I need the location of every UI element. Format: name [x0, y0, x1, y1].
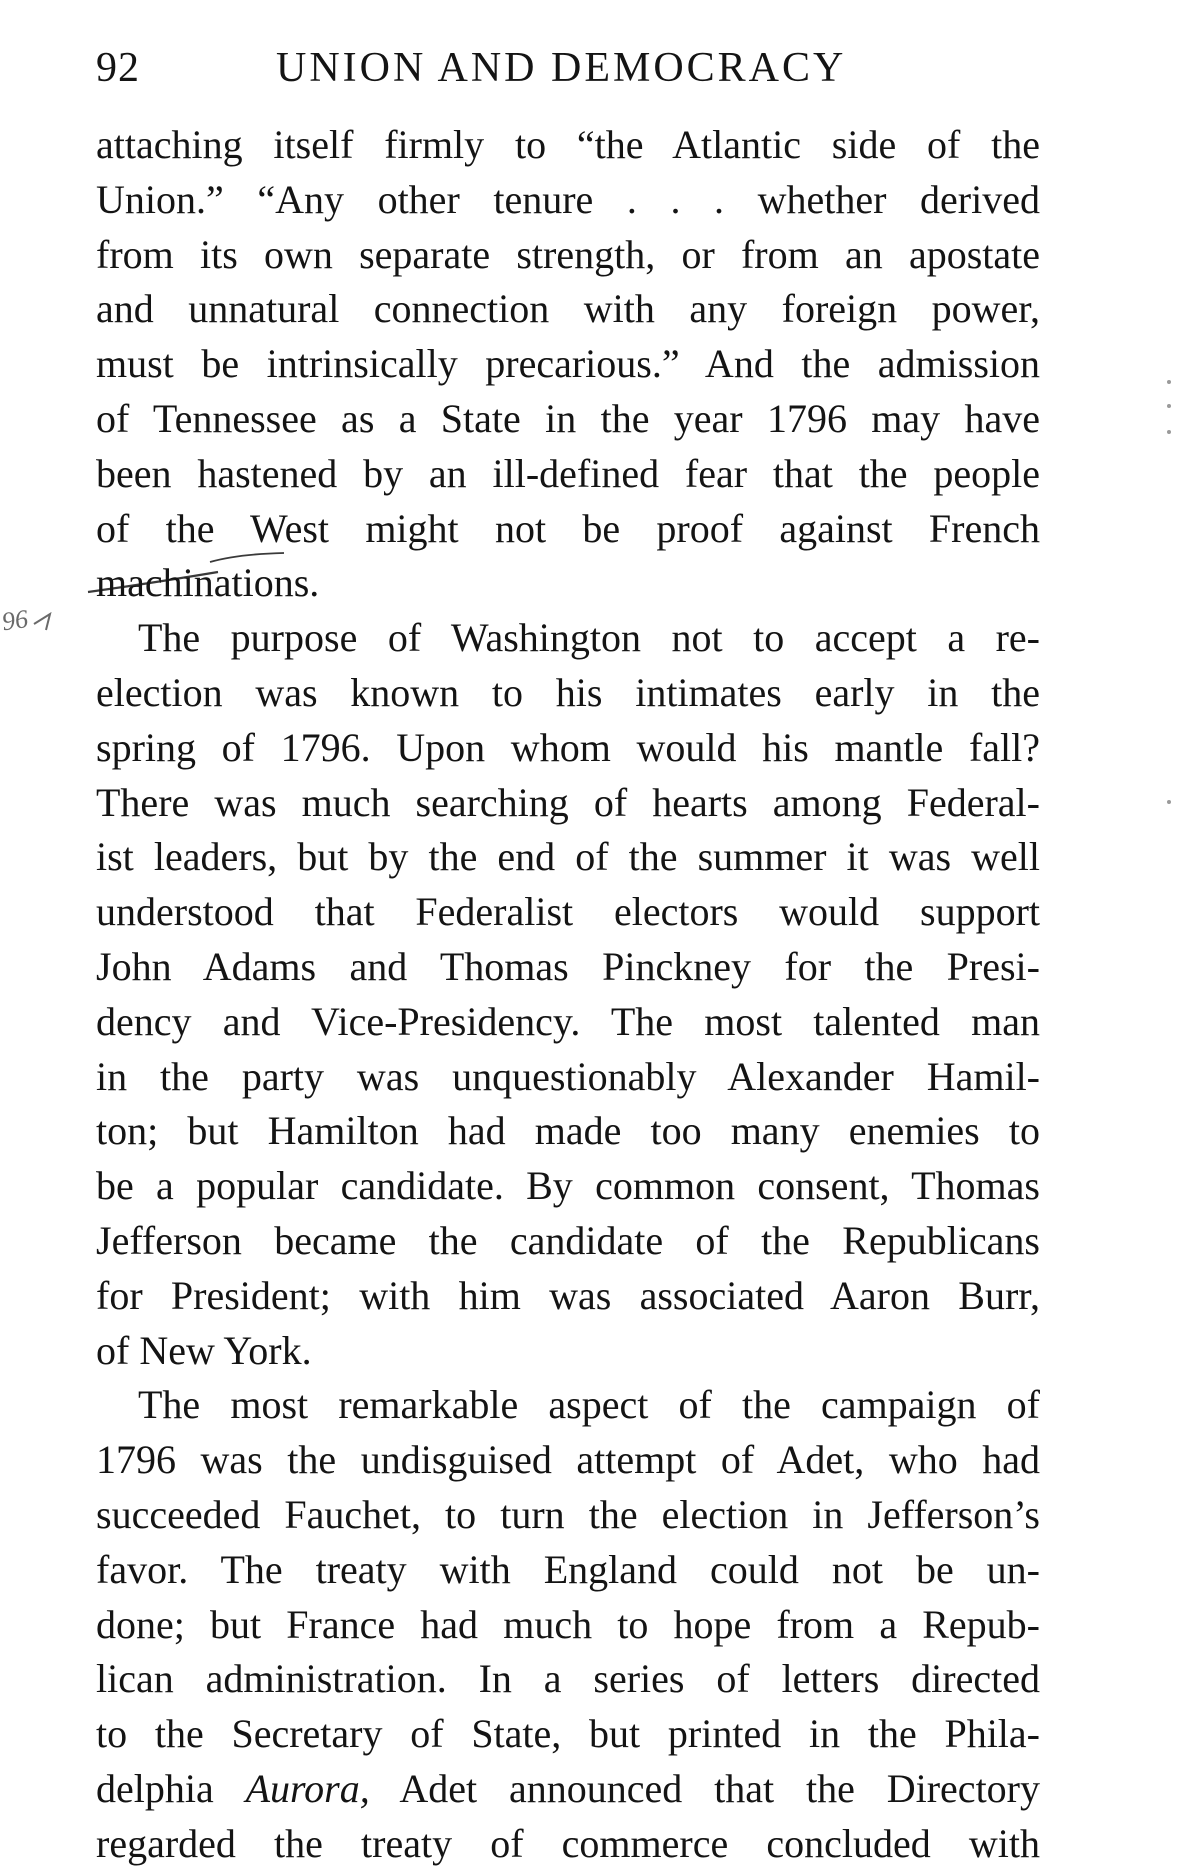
- text-line: must be intrinsically precarious.” And the admission: [96, 341, 1040, 387]
- text-fragment: delphia: [96, 1765, 246, 1811]
- scan-speck: [1167, 404, 1171, 408]
- text-line: in the party was unquestionably Alexander Hamil-: [96, 1053, 1040, 1099]
- text-line: done; but France had much to hope from a Repub-: [96, 1601, 1040, 1647]
- text-line: ton; but Hamilton had made too many enemies to: [96, 1108, 1040, 1154]
- text-line: The purpose of Washington not to accept a re-: [138, 615, 1040, 661]
- scan-speck: [1167, 430, 1171, 434]
- text-line: favor. The treaty with England could not be un-: [96, 1546, 1040, 1592]
- text-line: lican administration. In a series of letters directed: [96, 1656, 1040, 1702]
- text-line: succeeded Fauchet, to turn the election in Jefferson’s: [96, 1491, 1040, 1537]
- text-line: Union.” “Any other tenure . . . whether derived: [96, 176, 1040, 222]
- scan-speck: [1167, 380, 1171, 384]
- page-number: 92: [96, 45, 140, 91]
- text-line: attaching itself firmly to “the Atlantic side of the: [96, 122, 1040, 167]
- body-text: [96, 118, 1040, 1872]
- text-line: spring of 1796. Upon whom would his mantle fall?: [96, 724, 1040, 770]
- text-line: machinations.: [96, 560, 320, 606]
- text-line: of New York.: [96, 1327, 312, 1373]
- text-line: John Adams and Thomas Pinckney for the Presi-: [96, 943, 1040, 989]
- text-line: been hastened by an ill-defined fear that the people: [96, 450, 1040, 496]
- text-line: of Tennessee as a State in the year 1796 may have: [96, 395, 1040, 441]
- text-line: Jefferson became the candidate of the Republicans: [96, 1217, 1040, 1263]
- text-line: There was much searching of hearts among Federal-: [96, 779, 1040, 825]
- text-line: dency and Vice-Presidency. The most talented man: [96, 998, 1040, 1044]
- text-line: [96, 1762, 1040, 1817]
- margin-note-number: 96: [0, 604, 30, 637]
- text-line: to the Secretary of State, but printed in the Phila-: [96, 1711, 1040, 1757]
- text-line: for President; with him was associated Aaron Burr,: [96, 1272, 1040, 1318]
- text-fragment: Adet announced that the Directory: [369, 1765, 1040, 1811]
- text-line: of the West might not be proof against French: [96, 505, 1040, 551]
- page-header: [96, 44, 886, 104]
- text-line: from its own separate strength, or from an apostate: [96, 231, 1040, 277]
- text-line: The most remarkable aspect of the campaign of: [138, 1382, 1040, 1428]
- scan-speck: [1167, 800, 1171, 804]
- text-line: regarded the treaty of commerce concluded with: [96, 1820, 1040, 1866]
- text-line: be a popular candidate. By common consent, Thomas: [96, 1163, 1040, 1209]
- handwritten-margin-note: [0, 570, 100, 680]
- text-line: election was known to his intimates early in the: [96, 669, 1040, 715]
- text-line: understood that Federalist electors would support: [96, 889, 1040, 935]
- newspaper-title: Aurora,: [245, 1765, 370, 1811]
- text-line: 1796 was the undisguised attempt of Adet, who had: [96, 1437, 1040, 1483]
- running-title: UNION AND DEMOCRACY: [276, 45, 847, 91]
- text-line: ist leaders, but by the end of the summer it was well: [96, 834, 1040, 880]
- text-line: and unnatural connection with any foreign power,: [96, 286, 1040, 332]
